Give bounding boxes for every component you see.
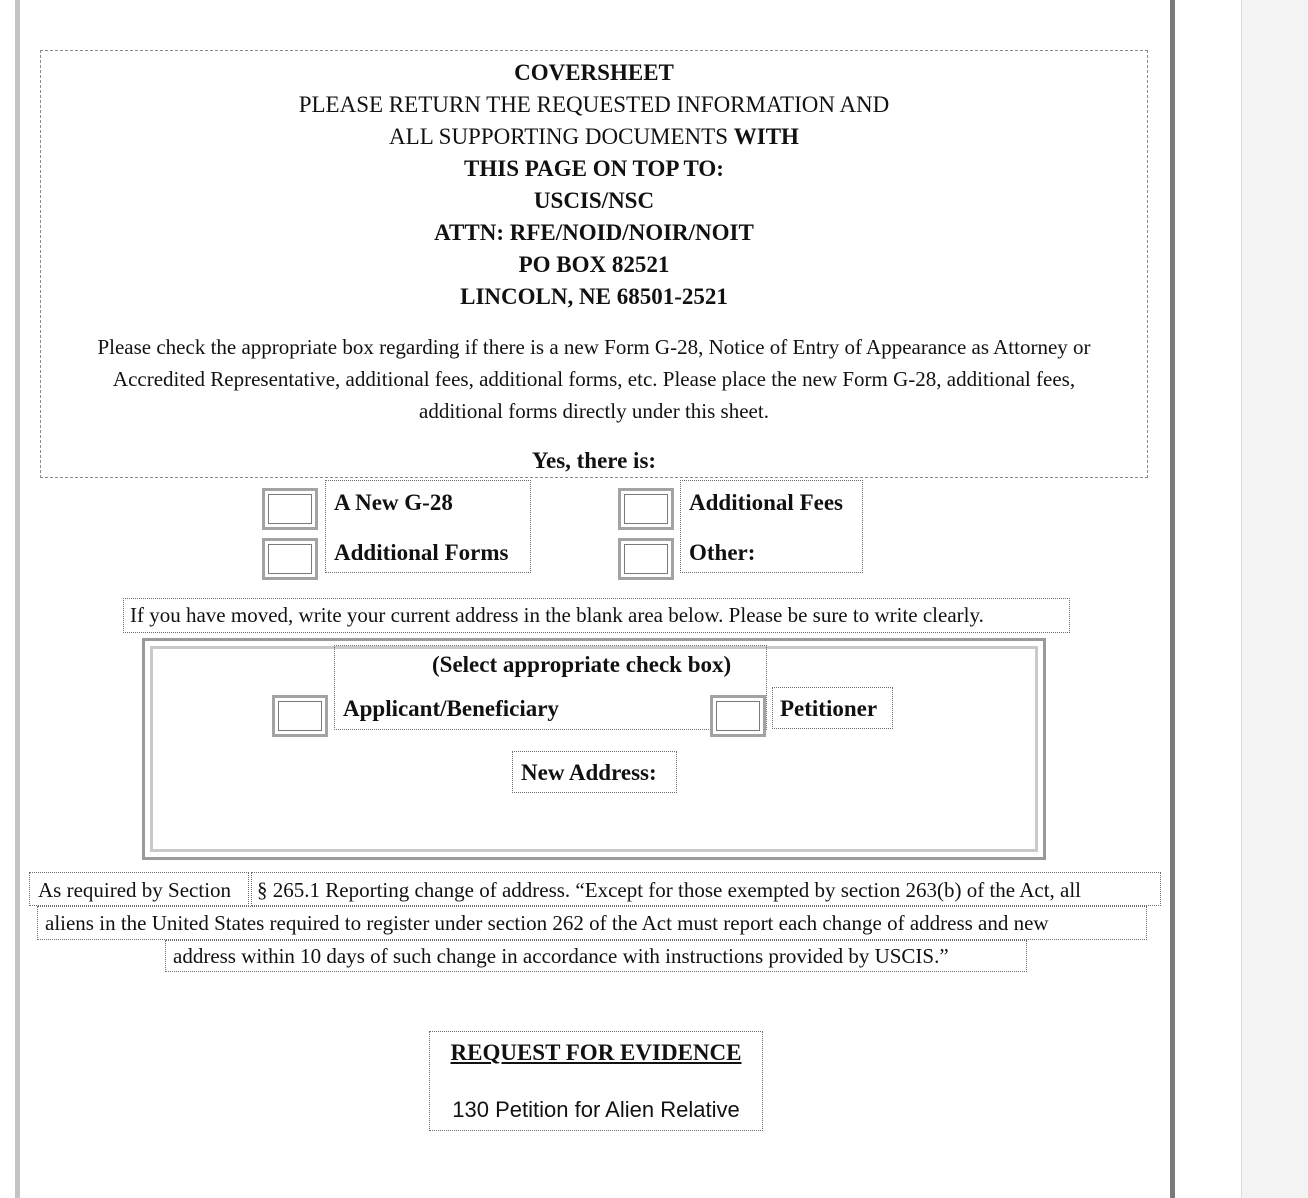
- additional-forms-checkbox[interactable]: [262, 538, 318, 580]
- instructions-line-1: Please check the appropriate box regarding if there is a new Form G-28, Notice of Entry of Appearance as Attorney or: [97, 335, 1091, 359]
- coversheet-title: COVERSHEET: [514, 60, 674, 85]
- header-line-agency: USCIS/NSC: [533, 188, 655, 213]
- legal-text-part-1: As required by Section: [29, 872, 249, 906]
- new-g28-label: A New G-28: [334, 490, 453, 515]
- applicant-beneficiary-checkbox[interactable]: [272, 695, 328, 737]
- new-g28-checkbox[interactable]: [262, 488, 318, 530]
- page-left-border: [15, 0, 20, 1198]
- instructions-line-3: additional forms directly under this sheet.: [419, 399, 769, 423]
- page-right-border: [1170, 0, 1175, 1198]
- request-for-evidence-title: REQUEST FOR EVIDENCE: [450, 1040, 742, 1065]
- select-check-box-label: (Select appropriate check box): [432, 652, 732, 677]
- header-line-city: LINCOLN, NE 68501-2521: [460, 284, 728, 309]
- header-line-return: PLEASE RETURN THE REQUESTED INFORMATION AND: [298, 92, 890, 117]
- other-label: Other:: [689, 540, 756, 565]
- legal-text-part-2: § 265.1 Reporting change of address. “Except for those exempted by section 263(b) of the Act, all: [251, 872, 1161, 906]
- additional-fees-checkbox[interactable]: [618, 488, 674, 530]
- header-line-top: THIS PAGE ON TOP TO:: [464, 156, 724, 181]
- legal-text-line-3: address within 10 days of such change in accordance with instructions provided by USCIS.”: [165, 940, 1027, 972]
- coversheet-header-box: [40, 50, 1148, 478]
- instructions-line-2: Accredited Representative, additional fees, additional forms, etc. Please place the new Form G-28, additional fees,: [112, 367, 1076, 391]
- other-checkbox[interactable]: [618, 538, 674, 580]
- header-line-pobox: PO BOX 82521: [518, 252, 670, 277]
- header-line-documents-with: WITH: [733, 124, 799, 149]
- petitioner-checkbox[interactable]: [710, 695, 766, 737]
- new-address-label: New Address:: [521, 760, 657, 785]
- petition-form-name: 130 Petition for Alien Relative: [452, 1097, 740, 1122]
- moved-note: If you have moved, write your current address in the blank area below. Please be sure to write clearly.: [123, 598, 1070, 633]
- scrollbar-track[interactable]: [1241, 0, 1308, 1198]
- yes-there-is-label: Yes, there is:: [531, 448, 657, 473]
- header-line-documents-text: ALL SUPPORTING DOCUMENTS: [389, 124, 734, 149]
- legal-text-line-2: aliens in the United States required to register under section 262 of the Act must report each change of address and new: [37, 906, 1147, 940]
- header-line-documents: [41, 121, 1147, 153]
- additional-forms-label: Additional Forms: [334, 540, 509, 565]
- additional-fees-label: Additional Fees: [689, 490, 843, 515]
- header-line-attn: ATTN: RFE/NOID/NOIR/NOIT: [434, 220, 754, 245]
- petitioner-label: Petitioner: [780, 696, 878, 721]
- applicant-beneficiary-label: Applicant/Beneficiary: [343, 696, 559, 721]
